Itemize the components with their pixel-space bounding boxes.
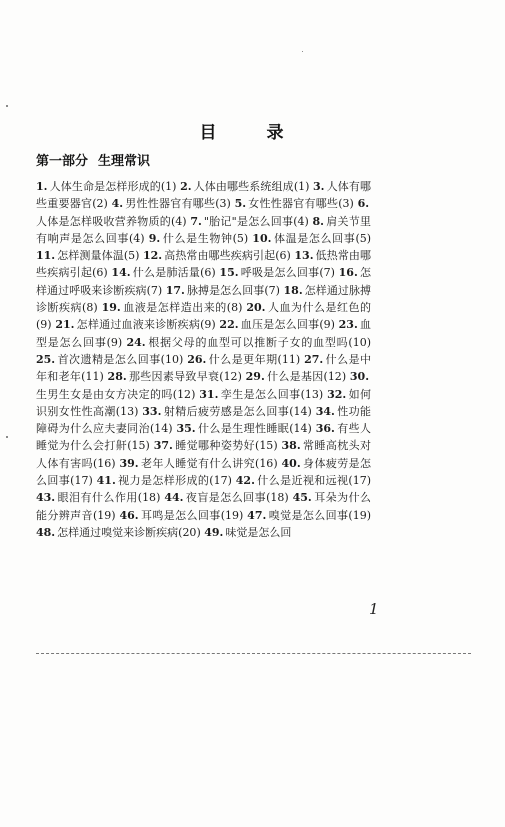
toc-entry-page: 5 [236,231,244,245]
toc-entry-title: 什么是基因 [266,370,324,384]
toc-entry-title: 孪生是怎么回事 [220,387,301,401]
toc-entry-page: 3 [342,197,350,211]
toc-entry-page: 17 [74,474,89,488]
toc-entry[interactable]: 40. 身体疲劳是怎么回事(17) [36,456,372,488]
toc-entry-title: 身体疲劳是怎么回事 [36,456,372,488]
toc-entry-page: 13 [120,404,135,418]
toc-entry-number: 26. [187,352,207,366]
toc-entry-page: 12 [327,370,342,384]
toc-entry-number: 49. [204,525,224,539]
toc-entry-title: 呼吸是怎么回事 [240,266,320,280]
toc-entry-title: 什么是近视和远视 [256,474,349,488]
toc-entry-title: 射精后疲劳感是怎么回事 [163,404,290,418]
toc-entry-page: 6 [96,266,104,280]
toc-entry-title: 女性性器官有哪些 [248,197,339,211]
toc-entry[interactable]: 38. 常睡高枕头对人体有害吗(16) [36,439,372,470]
toc-entry[interactable]: 10. 体温是怎么回事(5) [252,231,372,245]
toc-entry-title: 怎样通过呼吸来诊断疾病 [36,266,372,297]
toc-entry[interactable]: 25. 首次遗精是怎么回事(10) [36,352,184,366]
toc-entry-title: 耳鸣是怎么回事 [140,508,221,522]
toc-entry-number: 22. [219,318,239,332]
toc-entry-page: 6 [279,249,287,263]
toc-entry[interactable]: 32. 如何识别女性性高潮(13) [36,387,372,418]
toc-entry-title: 常睡高枕头对人体有害吗 [36,439,372,470]
toc-entry-number: 20. [246,301,266,315]
toc-entry[interactable]: 33. 射精后疲劳感是怎么回事(14) [142,404,312,418]
toc-entry[interactable]: 2. 人体由哪些系统组成(1) [180,180,310,193]
toc-entry-page: 12 [177,387,192,401]
toc-entry-title: 高热常由哪些疾病引起 [164,249,276,263]
toc-entry[interactable]: 12. 高热常由哪些疾病引起(6) [143,249,291,263]
toc-entry[interactable]: 41. 视力是怎样形成的(17) [96,474,232,488]
toc-entry-number: 2. [180,180,192,193]
part-name: 生理常识 [98,154,151,169]
toc-entry[interactable]: 35. 什么是生理性睡眠(14) [176,422,312,436]
toc-entry-number: 11. [36,249,56,263]
toc-entry-title: 血型是怎么回事 [36,318,372,349]
toc-entry-title: 人体生命是怎样形成的 [49,180,161,193]
toc-entry-title: 夜盲是怎么回事 [185,491,267,505]
toc-entry-page: 18 [142,491,157,505]
toc-entry-title: 那些因素导致早衰 [128,370,220,384]
bottom-rule [36,653,471,654]
toc-entry-page: 13 [304,387,319,401]
toc-entry[interactable]: 30.生男生女是由女方决定的吗(12) [36,370,370,401]
toc-entry-title: 怎样通过嗅觉来诊断疾病 [57,525,179,539]
toc-entry-page: 11 [85,370,100,384]
toc-entry-title: 人体由哪些系统组成 [193,180,294,193]
toc-entry[interactable]: 4. 男性性器官有哪些(3) [111,197,231,211]
toc-entry[interactable]: 7. "胎记"是怎么回事(4) [190,214,309,228]
toc-entry[interactable]: 6.人体是怎样吸收营养物质的(4) [36,197,370,228]
toc-entry-page: 11 [281,352,296,366]
toc-entry-page: 9 [204,318,212,332]
toc-entry-title: 生男生女是由女方决定的吗 [36,387,173,401]
toc-entry-page: 4 [133,231,141,245]
toc-entry-title: 什么是生物钟 [162,231,233,245]
toc-entry[interactable]: 17. 脉搏是怎么回事(7) [165,283,280,297]
toc-entry-page: 7 [150,283,158,297]
toc-entry-number: 37. [153,439,173,453]
toc-entry-page: 16 [97,456,112,470]
toc-entry-number: 1. [36,180,48,193]
toc-entry-page: 1 [165,180,173,193]
toc-entry-number: 30. [349,370,370,384]
toc-entry[interactable]: 11. 怎样测量体温(5) [36,249,140,263]
toc-entry[interactable]: 1. 人体生命是怎样形成的(1) [36,180,177,193]
toc-entry-title: 怎样通过血液来诊断疾病 [76,318,201,332]
toc-entry[interactable]: 44. 夜盲是怎么回事(18) [164,491,289,505]
toc-entry[interactable]: 15. 呼吸是怎么回事(7) [219,266,335,280]
toc-entry-number: 46. [119,508,139,522]
toc-entry-page: 15 [131,439,146,453]
toc-entry[interactable]: 47. 嗅觉是怎么回事(19) [247,508,372,522]
toc-entry[interactable]: 36. 有些人睡觉为什么会打鼾(15) [36,422,372,453]
toc-entry-page: 20 [182,525,197,539]
toc-entry[interactable]: 31. 孪生是怎么回事(13) [199,387,324,401]
toc-entry[interactable]: 20. 人血为什么是红色的(9) [36,301,372,332]
toc-entry-page: 7 [323,266,331,280]
toc-entry-number: 34. [315,404,335,418]
toc-entry-title: 脉搏是怎么回事 [186,283,265,297]
toc-entry[interactable]: 37. 睡觉哪种姿势好(15) [153,439,278,453]
scan-speck [6,436,8,438]
part-heading [36,150,150,169]
toc-entry[interactable]: 48. 怎样通过嗅觉来诊断疾病(20) [36,525,201,539]
toc-entries [36,178,371,541]
toc-entry-number: 33. [142,404,162,418]
toc-entry[interactable]: 13. 低热常由哪些疾病引起(6) [36,249,372,280]
toc-entry[interactable]: 3. 人体有哪些重要器官(2) [36,180,372,211]
toc-entry-title: 味觉是怎么回 [225,525,292,539]
toc-entry-page: 5 [359,231,367,245]
toc-entry-page: 7 [268,283,276,297]
toc-entry-title: 血压是怎么回事 [240,318,320,332]
page-number: 1 [369,600,379,618]
toc-entry-title: 根据父母的血型可以推断子女的血型吗 [147,335,349,349]
toc-entry-title: 男性性器官有哪些 [125,197,216,211]
toc-entry[interactable]: 22. 血压是怎么回事(9) [219,318,335,332]
toc-entry-page: 6 [204,266,212,280]
toc-entry-title: 人体是怎样吸收营养物质的 [36,214,171,228]
toc-entry-title: 什么是更年期 [208,352,278,366]
toc-entry-number: 23. [338,318,358,332]
toc-entry-title: 什么是肺活量 [132,266,201,280]
toc-entry-number: 15. [219,266,239,280]
toc-entry[interactable]: 42. 什么是近视和远视(17) [235,474,372,488]
toc-entry-page: 3 [219,197,227,211]
toc-entry-number: 43. [36,491,56,505]
toc-entry-page: 4 [297,214,305,228]
toc-entry-number: 19. [101,301,121,315]
scan-speck [6,105,8,107]
toc-entry-number: 9. [148,231,161,245]
toc-entry-number: 12. [143,249,163,263]
toc-entry-number: 14. [111,266,131,280]
toc-entry-title: 血液是怎样造出来的 [122,301,227,315]
toc-entry[interactable]: 19. 血液是怎样造出来的(8) [101,301,243,315]
toc-entry[interactable]: 21. 怎样通过血液来诊断疾病(9) [55,318,216,332]
toc-entry-number: 24. [126,335,146,349]
toc-entry-number: 5. [234,197,247,211]
toc-entry-title: 眼泪有什么作用 [57,491,138,505]
toc-entry-title: 怎样测量体温 [57,249,124,263]
toc-entry-page: 12 [223,370,238,384]
toc-entry-page: 8 [86,301,94,315]
toc-entry[interactable]: 28. 那些因素导致早衰(12) [107,370,242,384]
toc-entry-number: 31. [199,387,219,401]
toc-entry-page: 9 [323,318,331,332]
toc-entry-page: 10 [352,335,367,349]
toc-entry-number: 40. [281,456,301,470]
toc-entry-number: 6. [357,197,370,211]
toc-entry-number: 29. [245,370,265,384]
toc-entry-number: 32. [327,387,347,401]
scan-speck [302,51,303,52]
toc-entry-title: 怎样通过脉搏诊断疾病 [36,283,372,315]
toc-entry-number: 25. [36,352,56,366]
page-title: 目 录 [199,123,306,143]
toc-entry-title: 低热常由哪些疾病引起 [36,249,372,280]
toc-entry-number: 39. [119,456,139,470]
toc-entry-number: 10. [252,231,272,245]
toc-entry[interactable]: 45. 耳朵为什么能分辨声音(19) [36,491,372,522]
toc-entry-number: 3. [313,180,325,193]
toc-entry[interactable]: 27. 什么是中年和老年(11) [36,352,372,384]
toc-entry[interactable]: 29. 什么是基因(12) [245,370,347,384]
toc-entry-number: 7. [190,214,202,228]
toc-entry-number: 36. [315,422,335,436]
toc-entry-number: 8. [312,214,325,228]
toc-entry-page: 14 [154,422,169,436]
toc-entry-page: 17 [352,474,367,488]
toc-entry[interactable]: 26. 什么是更年期(11) [187,352,301,366]
toc-entry-number: 41. [96,474,116,488]
toc-entry-page: 19 [224,508,239,522]
toc-entry-page: 1 [298,180,306,193]
toc-entry-page: 5 [128,249,136,263]
toc-entry[interactable]: 43. 眼泪有什么作用(18) [36,491,161,505]
toc-entry-number: 35. [176,422,196,436]
toc-entry-title: 性功能障碍为什么应夫妻同治 [36,404,372,436]
toc-entry-page: 10 [164,352,179,366]
toc-entry[interactable]: 5. 女性性器官有哪些(3) [234,197,354,211]
toc-entry[interactable]: 39. 老年人睡觉有什么讲究(16) [119,456,278,470]
toc-entry[interactable]: 16. 怎样通过呼吸来诊断疾病(7) [36,266,372,297]
toc-entry-number: 28. [107,370,127,384]
toc-entry[interactable]: 8. 肩关节里有响声是怎么回事(4) [36,214,372,245]
toc-entry-page: 8 [231,301,239,315]
part-label: 第一部分 [36,154,89,169]
toc-entry-number: 48. [36,525,56,539]
toc-entry-title: 肩关节里有响声是怎么回事 [36,214,372,245]
toc-entry-number: 18. [283,283,303,297]
toc-entry-number: 45. [292,491,312,505]
toc-entry-page: 9 [110,335,118,349]
toc-entry-number: 47. [247,508,267,522]
toc-entry[interactable]: 24. 根据父母的血型可以推断子女的血型吗(10) [126,335,372,349]
toc-entry-page: 17 [213,474,228,488]
toc-entry-number: 44. [164,491,184,505]
toc-entry-number: 42. [235,474,255,488]
toc-entry-page: 15 [259,439,274,453]
toc-entry-page: 2 [96,197,104,211]
toc-entry[interactable]: 9. 什么是生物钟(5) [148,231,249,245]
toc-entry-title: 首次遗精是怎么回事 [57,352,161,366]
toc-entry[interactable]: 46. 耳鸣是怎么回事(19) [119,508,244,522]
toc-entry-number: 21. [55,318,75,332]
toc-entry[interactable]: 18. 怎样通过脉搏诊断疾病(8) [36,283,372,315]
toc-entry[interactable]: 34. 性功能障碍为什么应夫妻同治(14) [36,404,372,436]
toc-entry-title: 嗅觉是怎么回事 [268,508,349,522]
toc-entry[interactable]: 14. 什么是肺活量(6) [111,266,216,280]
toc-entry-number: 16. [338,266,358,280]
toc-entry-number: 27. [304,352,324,366]
toc-entry-page: 16 [259,456,274,470]
toc-entry-page: 14 [293,404,308,418]
toc-entry-page: 9 [40,318,48,332]
toc-entry-title: 什么是中年和老年 [36,352,372,384]
toc-entry-title: 人血为什么是红色的 [267,301,372,315]
toc-entry-title: 睡觉哪种姿势好 [174,439,256,453]
toc-entry-number: 4. [111,197,124,211]
toc-entry-title: 有些人睡觉为什么会打鼾 [36,422,372,453]
toc-entry-title: "胎记"是怎么回事 [203,214,294,228]
toc-entry-page: 18 [270,491,285,505]
toc-entry-page: 19 [352,508,367,522]
toc-entry-page: 4 [175,214,183,228]
toc-entry-number: 13. [294,249,314,263]
toc-entry-title: 什么是生理性睡眠 [197,422,290,436]
toc-entry-number: 38. [281,439,301,453]
toc-entry-title: 视力是怎样形成的 [117,474,210,488]
toc-entry-page: 19 [97,508,112,522]
toc-entry-title: 老年人睡觉有什么讲究 [140,456,256,470]
toc-entry-title: 耳朵为什么能分辨声音 [36,491,372,522]
toc-entry-title: 体温是怎么回事 [273,231,356,245]
toc-entry-number: 17. [165,283,185,297]
toc-entry[interactable] [204,526,291,539]
toc-entry-page: 14 [293,422,308,436]
toc-entry-title: 人体有哪些重要器官 [36,180,372,211]
toc-entry[interactable]: 23. 血型是怎么回事(9) [36,318,372,349]
toc-entry-title: 如何识别女性性高潮 [36,387,372,418]
